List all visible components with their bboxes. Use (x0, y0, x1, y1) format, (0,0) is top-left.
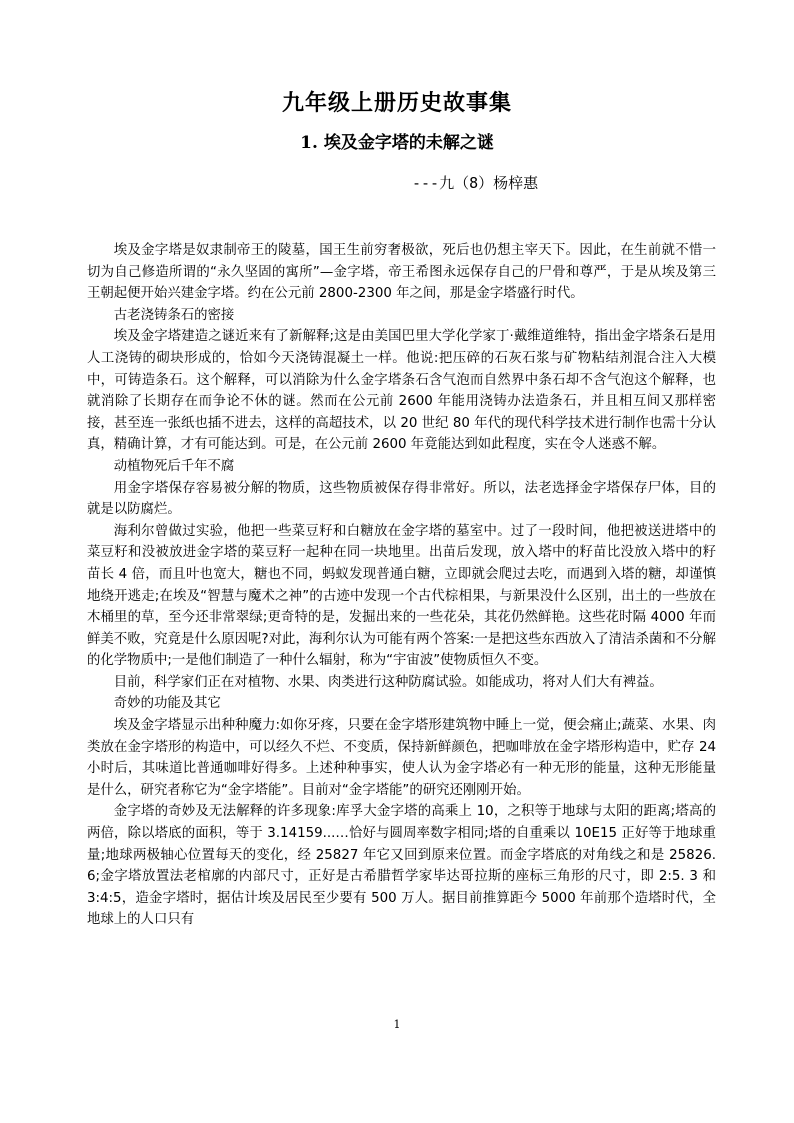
paragraph: 埃及金字塔显示出种种魔力:如你牙疼，只要在金字塔形建筑物中睡上一觉，便会痛止;蔬菜、水果、肉类放在金字塔形的构造中，可以经久不烂、不变质，保持新鲜颜色，把咖啡放在金字塔形构造中，贮存 24 小时后，其味道比普通咖啡好得多。上述种种事实，使人认为金字塔必有一种无形的能量，这种无形能量是什么，研究者称它为“金字塔能”。目前对“金字塔能”的研究还刚刚开始。 (87, 718, 716, 798)
page-number: 1 (393, 1018, 401, 1031)
document-body (87, 240, 716, 931)
section-heading: 古老浇铸条石的密接 (113, 307, 235, 323)
document-title: 九年级上册历史故事集 (281, 90, 512, 116)
section-heading: 动植物死后千年不腐 (113, 458, 235, 474)
paragraph: 埃及金字塔建造之谜近来有了新解释;这是由美国巴里大学化学家丁·戴维道维特，指出金字塔条石是用人工浇铸的砌块形成的，恰如今天浇铸混凝土一样。他说:把压碎的石灰石浆与矿物粘结剂混合注入大模中，可铸造条石。这个解释，可以消除为什么金字塔条石含气泡而自然界中条石却不含气泡这个解释，也就消除了长期存在而争论不休的谜。然而在公元前 2600 年能用浇铸办法造条石，并且相互间又那样密接，甚至连一张纸也插不进去，这样的高超技术，以 20 世纪 80 年代的现代科学技术进行制作也需十分认真，精确计算，才有可能达到。可是，在公元前 2600 年竟能达到如此程度，实在令人迷惑不解。 (87, 329, 716, 453)
author-line: ---九（8）杨梓惠 (412, 174, 539, 192)
paragraph: 用金字塔保存容易被分解的物质，这些物质被保存得非常好。所以，法老选择金字塔保存尸体，目的就是以防腐烂。 (87, 480, 716, 518)
paragraph: 埃及金字塔是奴隶制帝王的陵墓，国王生前穷奢极欲，死后也仍想主宰天下。因此，在生前就不惜一切为自己修造所谓的“永久坚固的寓所”—金字塔，帝王希图永远保存自己的尸骨和尊严，于是从埃及第三王朝起便开始兴建金字塔。约在公元前 2800-2300 年之间，那是金字塔盛行时代。 (87, 243, 716, 302)
paragraph: 海利尔曾做过实验，他把一些菜豆籽和白糖放在金字塔的墓室中。过了一段时间，他把被送进塔中的菜豆籽和没被放进金字塔的菜豆籽一起种在同一块地里。出苗后发现，放入塔中的籽苗比没放入塔中的籽苗长 4 倍，而且叶也宽大，糖也不同，蚂蚁发现普通白糖，立即就会爬过去吃，而遇到入塔的糖，却谨慎地绕开逃走;在埃及“智慧与魔术之神”的古迹中发现一个古代棕相果，与新果没什么区别，出土的一些放在木桶里的草，至今还非常翠绿;更奇特的是，发掘出来的一些花朵，其花仍然鲜艳。这些花时隔 4000 年而鲜美不败，究竟是什么原因呢?对此，海利尔认为可能有两个答案:一是把这些东西放入了清洁杀菌和不分解的化学物质中;一是他们制造了一种什么辐射，称为“宇宙波”使物质恒久不变。 (87, 523, 716, 669)
paragraph: 目前，科学家们正在对植物、水果、肉类进行这种防腐试验。如能成功，将对人们大有裨益。 (113, 674, 663, 690)
paragraph: 金字塔的奇妙及无法解释的许多现象:库孚大金字塔的高乘上 10，之积等于地球与太阳的距离;塔高的两倍，除以塔底的面积，等于 3.14159...…恰好与圆周率数字相同;塔的自重乘以 10E15 正好等于地球重量;地球两极轴心位置每天的变化，经 25827 年它又回到原来位置。而金字塔底的对角线之和是 25826. 6;金字塔放置法老棺廓的内部尺寸，正好是古希腊哲学家毕达哥拉斯的座标三角形的尺寸，即 2:5. 3 和 3:4:5，造金字塔时，据估计埃及居民至少要有 500 万人。据目前推算距今 5000 年前那个造塔时代，全地球上的人口只有 (87, 804, 716, 928)
chapter-title: 1. 埃及金字塔的未解之谜 (300, 133, 494, 153)
section-heading: 奇妙的功能及其它 (113, 696, 221, 712)
